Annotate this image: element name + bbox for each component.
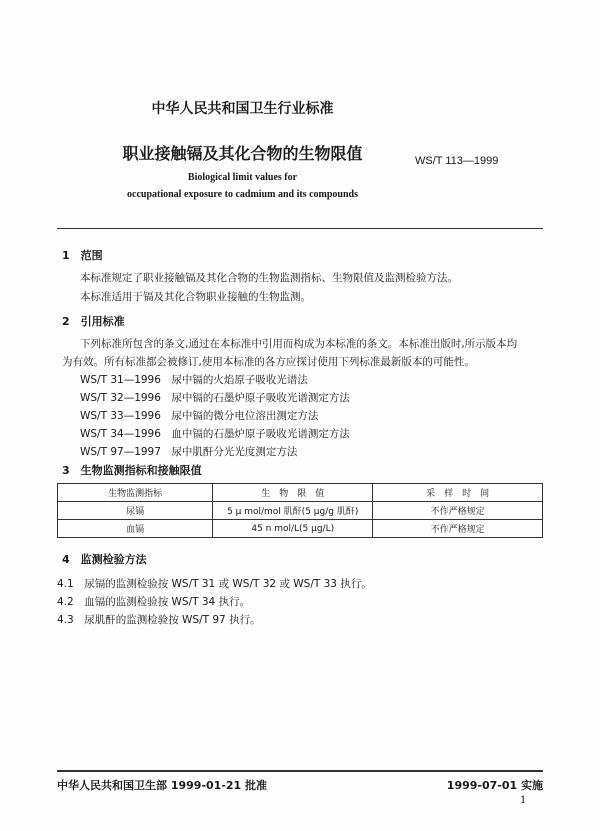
english-title-line1: Biological limit values for	[187, 172, 298, 183]
reference-item	[80, 408, 318, 423]
reference-item	[80, 372, 308, 387]
ref-name: 尿中镉的微分电位溶出测定方法	[171, 410, 319, 422]
table-header-row	[58, 484, 543, 502]
issuing-org: 中华人民共和国卫生行业标准	[151, 101, 334, 117]
table-header: 生 物 限 值	[213, 484, 373, 502]
ref-name: 血中镉的石墨炉原子吸收光谱测定方法	[171, 428, 350, 440]
paragraph: 为有效。所有标准都会被修订,使用本标准的各方应探讨使用下列标准最新版本的可能性。	[62, 356, 475, 368]
table-cell: 45 n mol/L(5 μg/L)	[213, 520, 373, 538]
table-header: 生物监测指标	[58, 484, 213, 502]
method-item: 4.1 尿镉的监测检验按 WS/T 31 或 WS/T 32 或 WS/T 33 执行。	[57, 578, 372, 590]
standard-code: WS/T 113—1999	[415, 155, 499, 167]
ref-code: WS/T 34—1996	[80, 428, 161, 440]
reference-item	[80, 426, 350, 441]
effective-date: 1999-07-01 实施	[446, 779, 543, 792]
document-title: 职业接触镉及其化合物的生物限值	[122, 144, 363, 163]
ref-code: WS/T 33—1996	[80, 410, 161, 422]
paragraph: 本标准规定了职业接触镉及其化合物的生物监测指标、生物限值及监测检验方法。	[80, 272, 458, 284]
table-cell: 尿镉	[58, 502, 213, 520]
ref-code: WS/T 97—1997	[80, 446, 161, 458]
ref-code: WS/T 32—1996	[80, 392, 161, 404]
table-row	[58, 520, 543, 538]
section-1-heading: 1 范围	[62, 249, 103, 262]
table-header: 采 样 时 间	[373, 484, 543, 502]
paragraph: 本标准适用于镉及其化合物职业接触的生物监测。	[80, 291, 311, 303]
page-number: 1	[520, 795, 527, 806]
section-4-heading: 4 监测检验方法	[62, 553, 147, 566]
method-item: 4.3 尿肌酐的监测检验按 WS/T 97 执行。	[57, 614, 261, 626]
ref-name: 尿中肌酐分光光度测定方法	[171, 446, 298, 458]
section-3-heading: 3 生物监测指标和接触限值	[62, 464, 202, 477]
table-row	[58, 502, 543, 520]
ref-code: WS/T 31—1996	[80, 374, 161, 386]
reference-item	[80, 390, 350, 405]
approval-date: 中华人民共和国卫生部 1999-01-21 批准	[57, 779, 268, 792]
table-cell: 血镉	[58, 520, 213, 538]
ref-name: 尿中镉的石墨炉原子吸收光谱测定方法	[171, 392, 350, 404]
table-cell: 5 μ mol/mol 肌酐(5 μg/g 肌酐)	[213, 502, 373, 520]
method-item: 4.2 血镉的监测检验按 WS/T 34 执行。	[57, 596, 251, 608]
table-cell: 不作严格规定	[373, 520, 543, 538]
paragraph: 下列标准所包含的条文,通过在本标准中引用而构成为本标准的条文。本标准出版时,所示版本均	[80, 338, 518, 350]
limits-table	[57, 483, 543, 538]
header-rule	[57, 228, 543, 229]
reference-item	[80, 444, 297, 459]
table-cell: 不作严格规定	[373, 502, 543, 520]
section-2-heading: 2 引用标准	[62, 315, 125, 328]
ref-name: 尿中镉的火焰原子吸收光谱法	[171, 374, 308, 386]
english-title-line2: occupational exposure to cadmium and its compounds	[127, 189, 358, 200]
footer-rule	[57, 770, 543, 772]
